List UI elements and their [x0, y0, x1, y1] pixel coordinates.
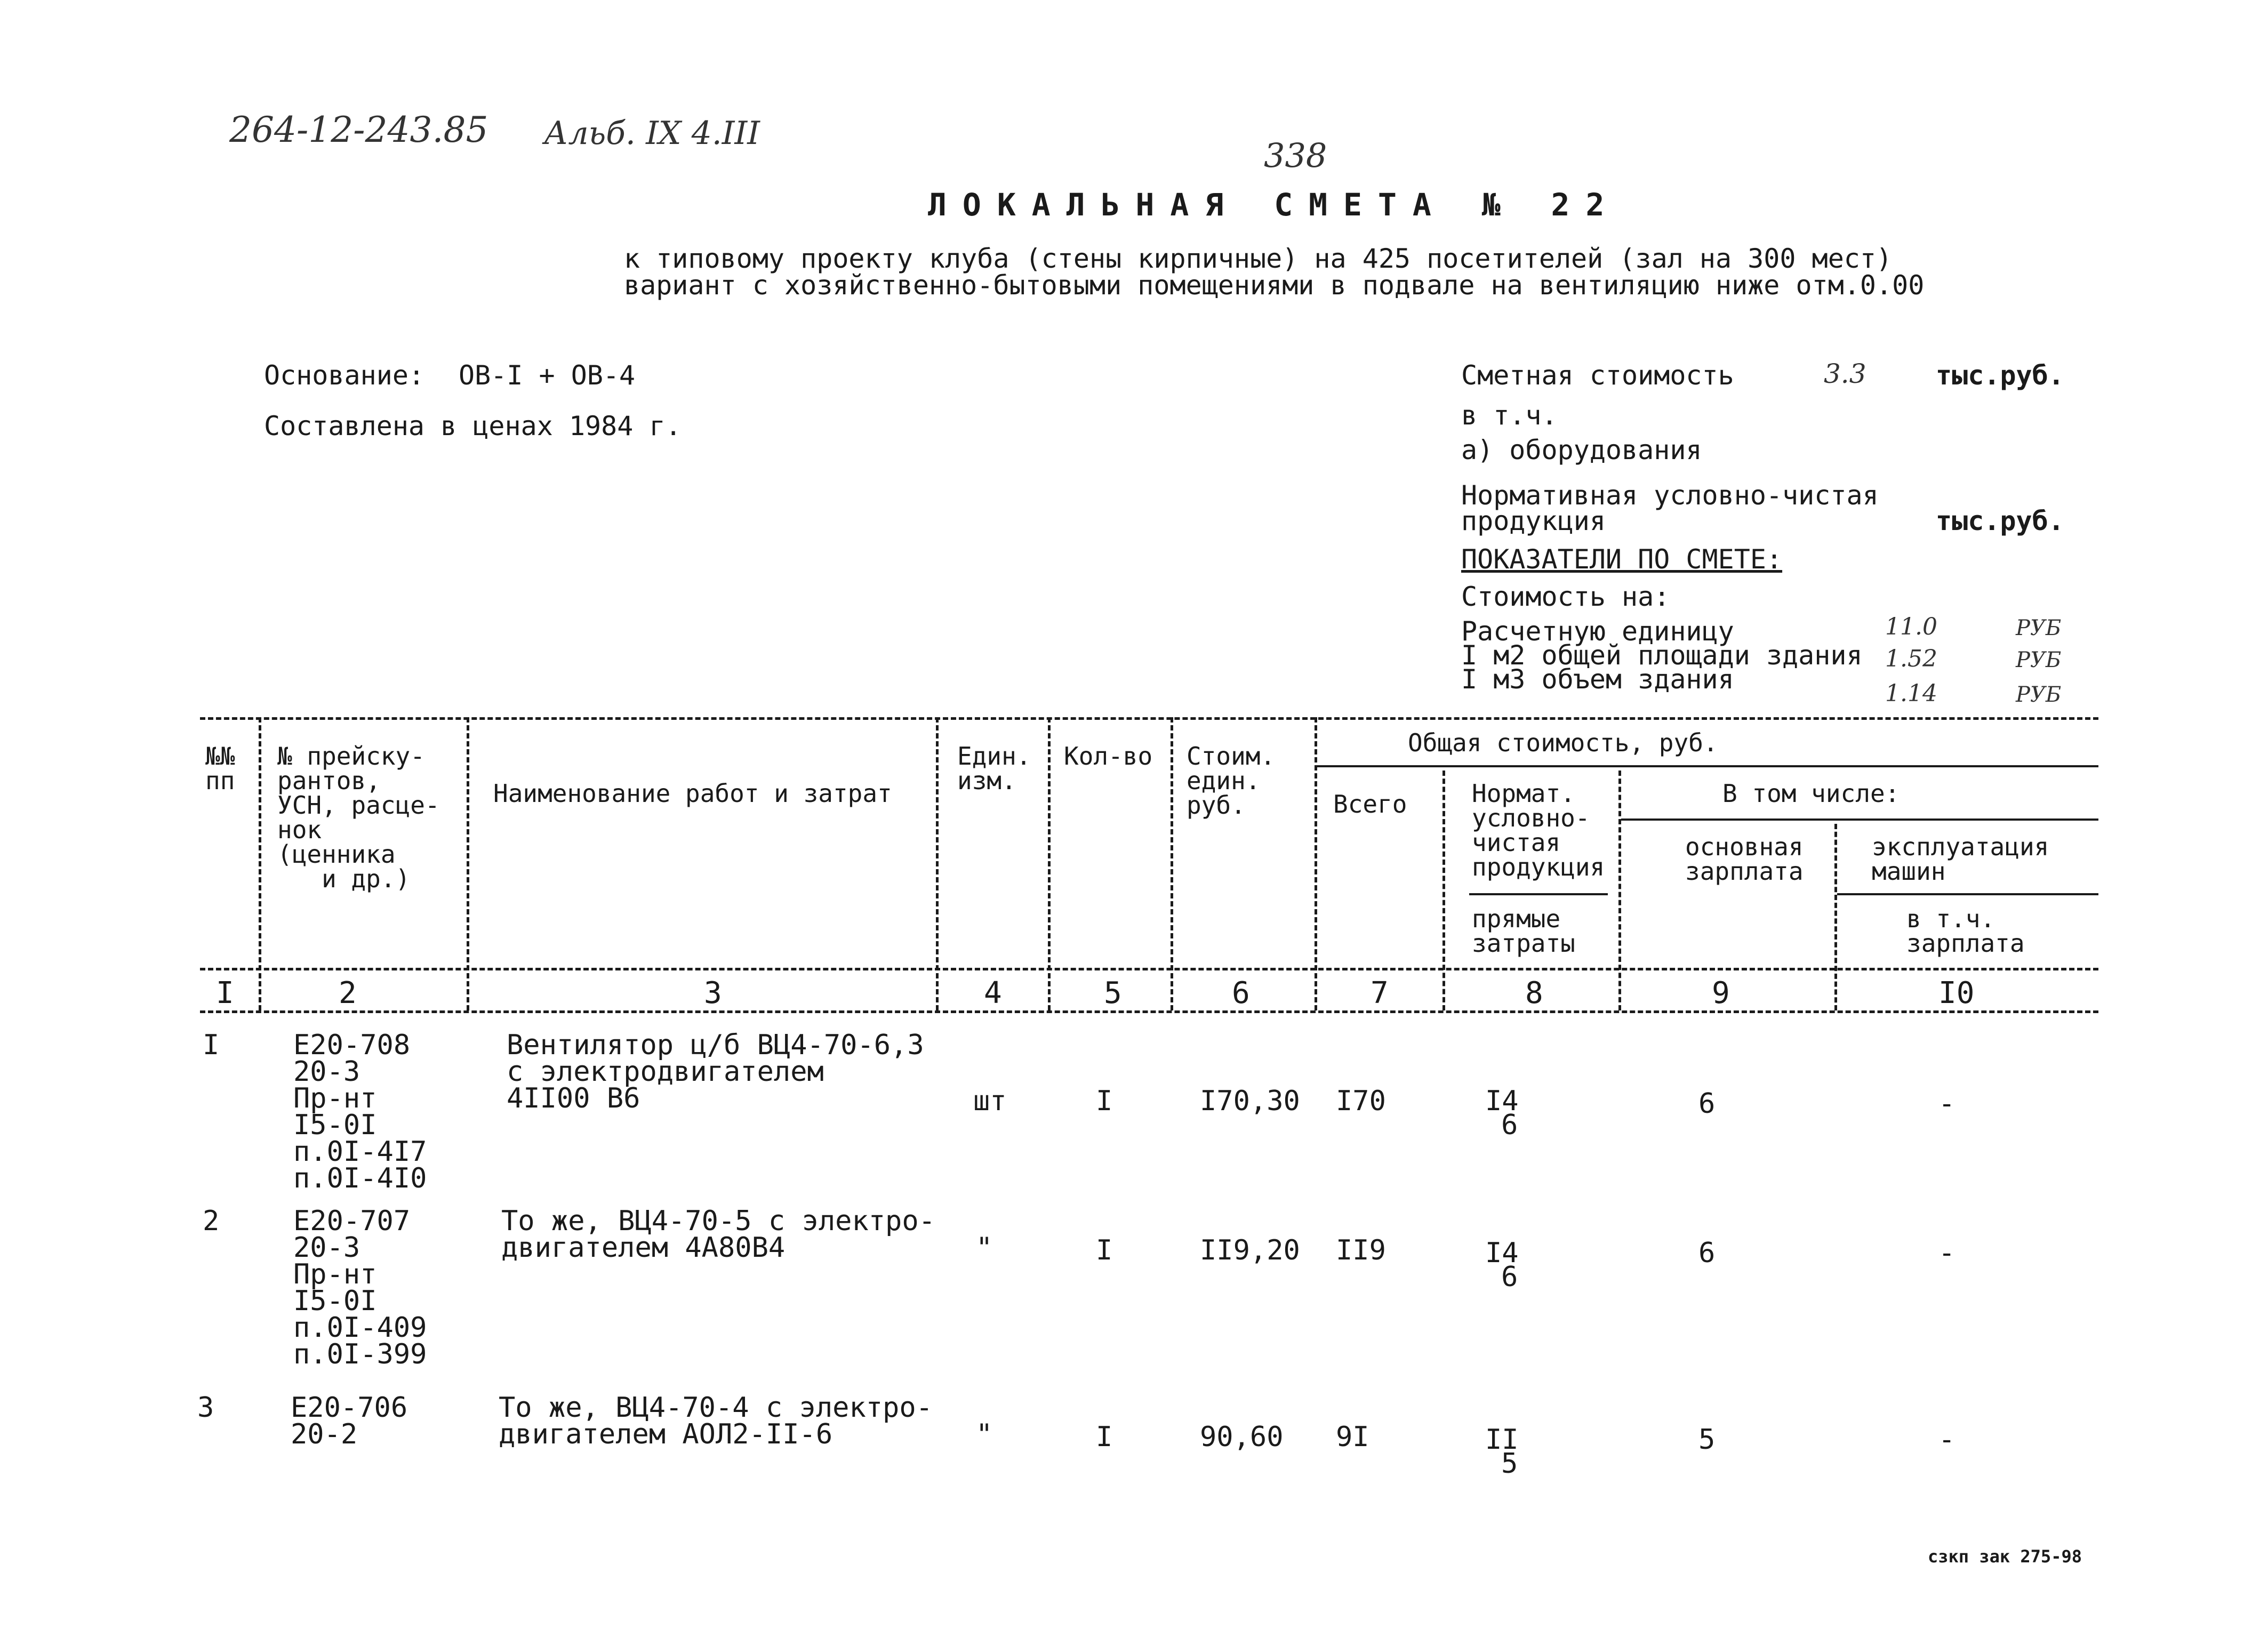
- cost-on-label: Стоимость на:: [1461, 581, 1670, 612]
- indicator-label: I м2 общей площади здания: [1461, 640, 1863, 671]
- indicator-unit: РУБ: [2016, 683, 2062, 707]
- column-number: 5: [1104, 976, 1122, 1010]
- row-unit-price: 90,60: [1200, 1421, 1284, 1453]
- row-machines: -: [1938, 1088, 1956, 1120]
- row-machines: -: [1938, 1424, 1956, 1456]
- row-code: Е20-708 20-3 Пр-нт I5-0I п.0I-4I7 п.0I-4I0: [293, 1029, 427, 1194]
- subtitle-line-2: вариант с хозяйственно-бытовыми помещениями в подвале на вентиляцию ниже отм.0.00: [624, 270, 1925, 301]
- basis-value: ОВ-I + ОВ-4: [459, 360, 636, 391]
- header-total: Всего: [1333, 790, 1407, 818]
- col-divider: [1834, 824, 1837, 1010]
- norm-product-unit: тыс.руб.: [1936, 505, 2064, 536]
- row-norm-bottom: 5: [1501, 1448, 1518, 1480]
- header-unit: Един. изм.: [957, 742, 1031, 795]
- column-number: 8: [1525, 976, 1543, 1010]
- row-norm-bottom: 6: [1501, 1261, 1518, 1293]
- table-top-rule: [200, 717, 2098, 720]
- col-divider: [1618, 771, 1621, 1010]
- header-incl-group: В том числе:: [1722, 779, 1900, 808]
- handwritten-code: 264-12-243.85: [229, 109, 488, 150]
- row-code: Е20-707 20-3 Пр-нт I5-0I п.0I-409 п.0I-399: [293, 1205, 427, 1370]
- row-salary: 5: [1698, 1424, 1716, 1456]
- col-divider: [467, 717, 469, 1010]
- header-row-number: №№ пп: [205, 742, 235, 795]
- row-norm-top: I4: [1485, 1085, 1519, 1117]
- header-norm-product: Нормат. условно- чистая продукция: [1472, 779, 1605, 881]
- col-divider: [1315, 717, 1317, 1010]
- header-total-group: Общая стоимость, руб.: [1408, 728, 1718, 757]
- header-base-salary: основная зарплата: [1685, 832, 1804, 886]
- header-machines-salary: в т.ч. зарплата: [1906, 904, 2025, 958]
- row-unit: шт: [973, 1085, 1007, 1117]
- header-direct-costs: прямые затраты: [1472, 904, 1575, 958]
- norm-product-line2: продукция: [1461, 505, 1606, 536]
- indicator-label: I м3 объем здания: [1461, 664, 1734, 695]
- indicator-unit: РУБ: [2016, 648, 2062, 672]
- total-group-rule: [1317, 765, 2098, 767]
- row-unit-price: I70,30: [1200, 1085, 1300, 1117]
- row-machines: -: [1938, 1237, 1956, 1269]
- row-qty: I: [1096, 1234, 1113, 1266]
- handwritten-album: Альб. IX 4.III: [544, 115, 760, 152]
- row-unit: ": [976, 1232, 993, 1264]
- col-divider: [259, 717, 261, 1010]
- column-number: 9: [1712, 976, 1730, 1010]
- header-work-name: Наименование работ и затрат: [493, 779, 892, 808]
- row-unit: ": [976, 1418, 993, 1450]
- indicator-label: Расчетную единицу: [1461, 616, 1734, 647]
- subtitle-line-1: к типовому проекту клуба (стены кирпичные) на 425 посетителей (зал на 300 мест): [624, 243, 1893, 274]
- indicator-value: 11.0: [1885, 613, 1937, 640]
- row-number: 2: [203, 1205, 220, 1237]
- column-number: I0: [1938, 976, 1975, 1010]
- indicator-unit: РУБ: [2016, 616, 2062, 640]
- header-price-list: № прейску- рантов, УСН, расце- нок (ценника и др.): [277, 742, 440, 893]
- estimated-cost-label: Сметная стоимость: [1461, 360, 1734, 391]
- column-number: 4: [984, 976, 1002, 1010]
- row-name: То же, ВЦ4-70-5 с электро- двигателем 4А80В4: [501, 1205, 935, 1264]
- numbers-bottom-rule: [200, 1010, 2098, 1013]
- row-total: I70: [1336, 1085, 1386, 1117]
- header-bottom-rule: [200, 968, 2098, 970]
- row-salary: 6: [1698, 1088, 1716, 1120]
- row-total: II9: [1336, 1234, 1386, 1266]
- document-title: ЛОКАЛЬНАЯ СМЕТА № 22: [928, 187, 1621, 223]
- row-norm-top: II: [1485, 1424, 1519, 1456]
- row-name: То же, ВЦ4-70-4 с электро- двигателем АОЛ2-II-6: [499, 1392, 933, 1450]
- indicator-value: 1.14: [1885, 680, 1937, 707]
- row-number: I: [203, 1029, 220, 1061]
- col-divider: [936, 717, 939, 1010]
- row-name: Вентилятор ц/б ВЦ4-70-6,3 с электродвигателем 4II00 В6: [507, 1029, 924, 1114]
- indicators-heading: ПОКАЗАТЕЛИ ПО СМЕТЕ:: [1461, 544, 1783, 575]
- page-number: 338: [1264, 136, 1327, 175]
- indicator-value: 1.52: [1885, 645, 1937, 672]
- column-number: 2: [339, 976, 357, 1010]
- row-number: 3: [197, 1392, 214, 1424]
- row-qty: I: [1096, 1085, 1113, 1117]
- row-code: Е20-706 20-2: [291, 1392, 408, 1450]
- column-number: I: [216, 976, 234, 1010]
- col-divider: [1171, 717, 1173, 1010]
- norm-product-line1: Нормативная условно-чистая: [1461, 480, 1879, 511]
- col-divider: [1048, 717, 1051, 1010]
- incl-group-rule: [1621, 818, 2098, 821]
- row-qty: I: [1096, 1421, 1113, 1453]
- estimated-cost-value: 3.3: [1824, 358, 1866, 389]
- prices-year: Составлена в ценах 1984 г.: [264, 411, 682, 442]
- row-unit-price: II9,20: [1200, 1234, 1300, 1266]
- machines-split-rule: [1837, 893, 2098, 895]
- col-divider: [1442, 771, 1445, 1010]
- row-salary: 6: [1698, 1237, 1716, 1269]
- column-number: 7: [1371, 976, 1389, 1010]
- row-norm-top: I4: [1485, 1237, 1519, 1269]
- incl-label: в т.ч.: [1461, 400, 1558, 431]
- estimated-cost-unit: тыс.руб.: [1936, 360, 2064, 391]
- header-machines: эксплуатация машин: [1872, 832, 2049, 886]
- norm-split-rule: [1469, 893, 1608, 895]
- header-qty: Кол-во: [1064, 742, 1153, 771]
- column-number: 3: [704, 976, 722, 1010]
- row-norm-bottom: 6: [1501, 1109, 1518, 1141]
- equipment-label: а) оборудования: [1461, 435, 1702, 466]
- row-total: 9I: [1336, 1421, 1369, 1453]
- print-stamp: сзкп зак 275-98: [1928, 1546, 2082, 1567]
- column-number: 6: [1232, 976, 1250, 1010]
- header-unit-cost: Стоим. един. руб.: [1187, 742, 1276, 820]
- basis-label: Основание:: [264, 360, 425, 391]
